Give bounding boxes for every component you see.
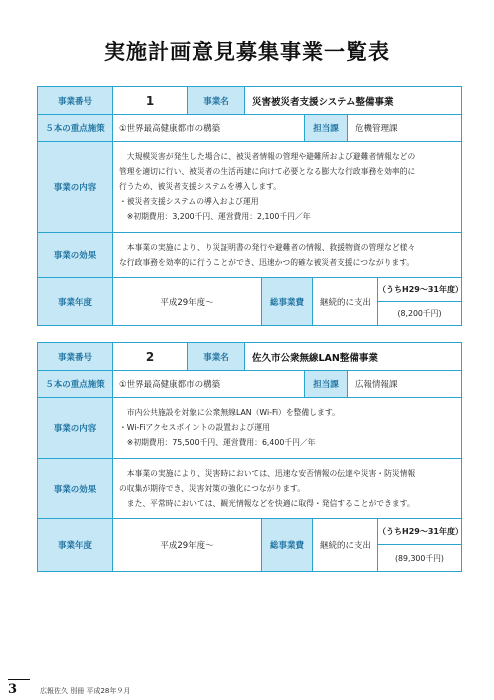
project-effect: 本事業の実施により、災害時においては、迅速な安否情報の伝達や災害・防災情報 の収集が期待でき、災害対策の強化につながります。 また、平常時においては、観光情報などを快適に取得・発信することができます。 (119, 469, 416, 508)
row-number (38, 87, 461, 114)
cost-period: （うちH29〜31年度） (378, 527, 463, 536)
label-dept: 担当課 (305, 115, 347, 141)
project-dept: 危機管理課 (355, 124, 398, 134)
row-content (38, 141, 461, 232)
label-cost: 総事業費 (262, 278, 312, 325)
row-effect (38, 232, 461, 277)
label-effect: 事業の効果 (38, 459, 112, 518)
project-number: 1 (145, 93, 155, 108)
row-effect (38, 458, 461, 518)
label-number: 事業番号 (38, 343, 112, 370)
project-cost: 継続的に支出 (320, 297, 372, 308)
label-dept: 担当課 (305, 371, 347, 397)
label-cost: 総事業費 (262, 519, 312, 571)
label-number: 事業番号 (38, 87, 112, 114)
row-priority (38, 114, 461, 141)
label-effect: 事業の効果 (38, 233, 112, 277)
row-number (38, 343, 461, 370)
project-content: 市内公共施設を対象に公衆無線LAN（Wi-Fi）を整備します。 ・Wi-Fiアクセスポイントの設置および運用 ※初期費用：75,500千円、運営費用：6,400千円／年 (119, 408, 340, 447)
row-content (38, 397, 461, 458)
project-cost: 継続的に支出 (320, 541, 372, 551)
project-name: 佐久市公衆無線LAN整備事業 (252, 352, 378, 364)
row-year (38, 277, 461, 325)
row-priority (38, 370, 461, 397)
page-title: 実施計画意見募集事業一覧表 (104, 40, 390, 64)
project-card-1 (37, 86, 462, 326)
project-number: 2 (145, 349, 155, 364)
project-dept: 広報情報課 (355, 380, 398, 390)
cost-period: （うちH29〜31年度） (378, 285, 463, 294)
project-priority: ①世界最高健康都市の構築 (119, 380, 221, 390)
project-priority: ①世界最高健康都市の構築 (119, 124, 221, 134)
label-priority: ５本の重点施策 (38, 371, 112, 397)
label-content: 事業の内容 (38, 142, 112, 232)
cost-amount: (8,200千円) (397, 309, 442, 318)
footer-rule (8, 679, 30, 680)
page-number: 3 (8, 682, 18, 697)
row-year (38, 518, 461, 571)
label-year: 事業年度 (38, 278, 112, 325)
label-name: 事業名 (188, 343, 244, 370)
project-effect: 本事業の実施により、り災証明書の発行や避難者の情報、救援物資の管理など様々 な行政事務を効率的に行うことができ、迅速かつ的確な被災者支援につながります。 (119, 243, 416, 267)
label-year: 事業年度 (38, 519, 112, 571)
project-card-2 (37, 342, 462, 572)
project-content: 大規模災害が発生した場合に、被災者情報の管理や避難所および避難者情報などの 管理を適切に行い、被災者の生活再建に向けて必要となる膨大な行政事務を効率的に 行うため、被災者支援システムを導入します。 ・被災者支援システムの導入および運用 ※初期費用：3,200千円、運営費用：2,100千円／年 (119, 152, 416, 221)
label-content: 事業の内容 (38, 398, 112, 458)
project-year: 平成29年度〜 (160, 541, 214, 551)
project-name: 災害被災者支援システム整備事業 (252, 96, 394, 108)
footer-publication: 広報佐久 別冊 平成28年９月 (40, 687, 131, 695)
cost-amount: (89,300千円) (395, 553, 444, 563)
project-year: 平成29年度〜 (160, 297, 214, 308)
label-priority: ５本の重点施策 (38, 115, 112, 141)
label-name: 事業名 (188, 87, 244, 114)
